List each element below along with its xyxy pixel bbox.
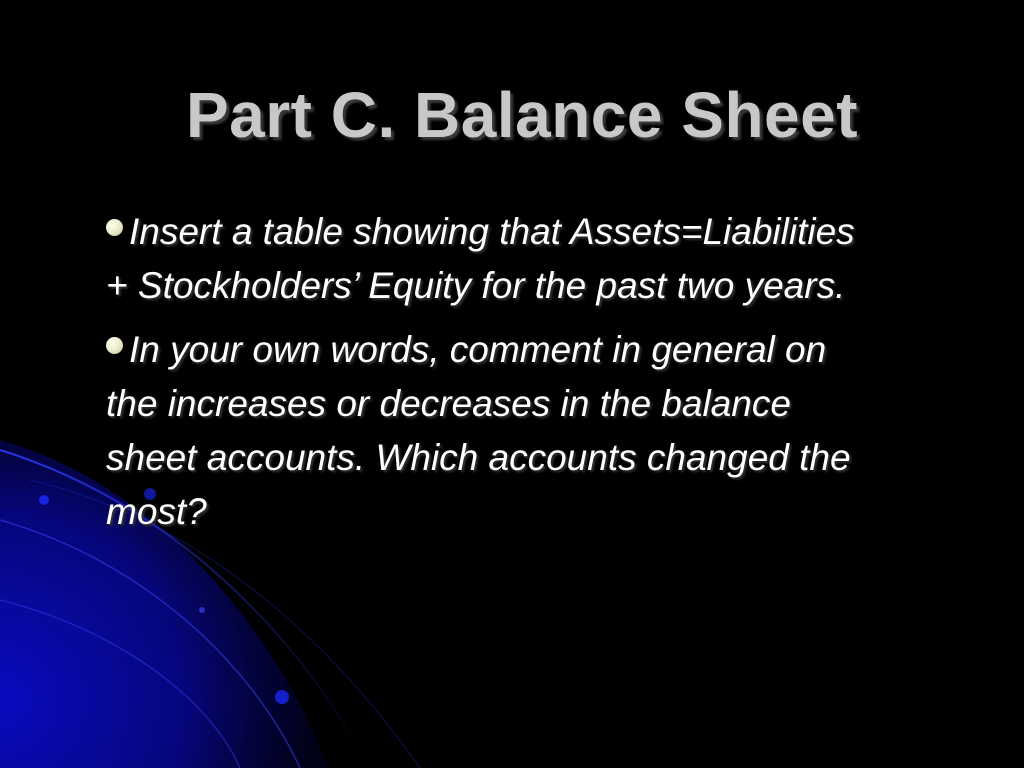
- bullet-text: Insert a table showing that Assets=Liabilities + Stockholders’ Equity for the past two years.: [106, 211, 855, 306]
- bullet-dot-icon: [106, 219, 123, 236]
- slide-title: Part C. Balance Sheet: [185, 79, 859, 151]
- bullet-text: In your own words, comment in general on the increases or decreases in the balance sheet accounts. Which accounts changed the most?: [106, 329, 851, 532]
- bullet-item: [106, 205, 866, 313]
- bullet-item: [106, 323, 866, 539]
- bullet-dot-icon: [106, 337, 123, 354]
- bullet-list: [106, 205, 866, 549]
